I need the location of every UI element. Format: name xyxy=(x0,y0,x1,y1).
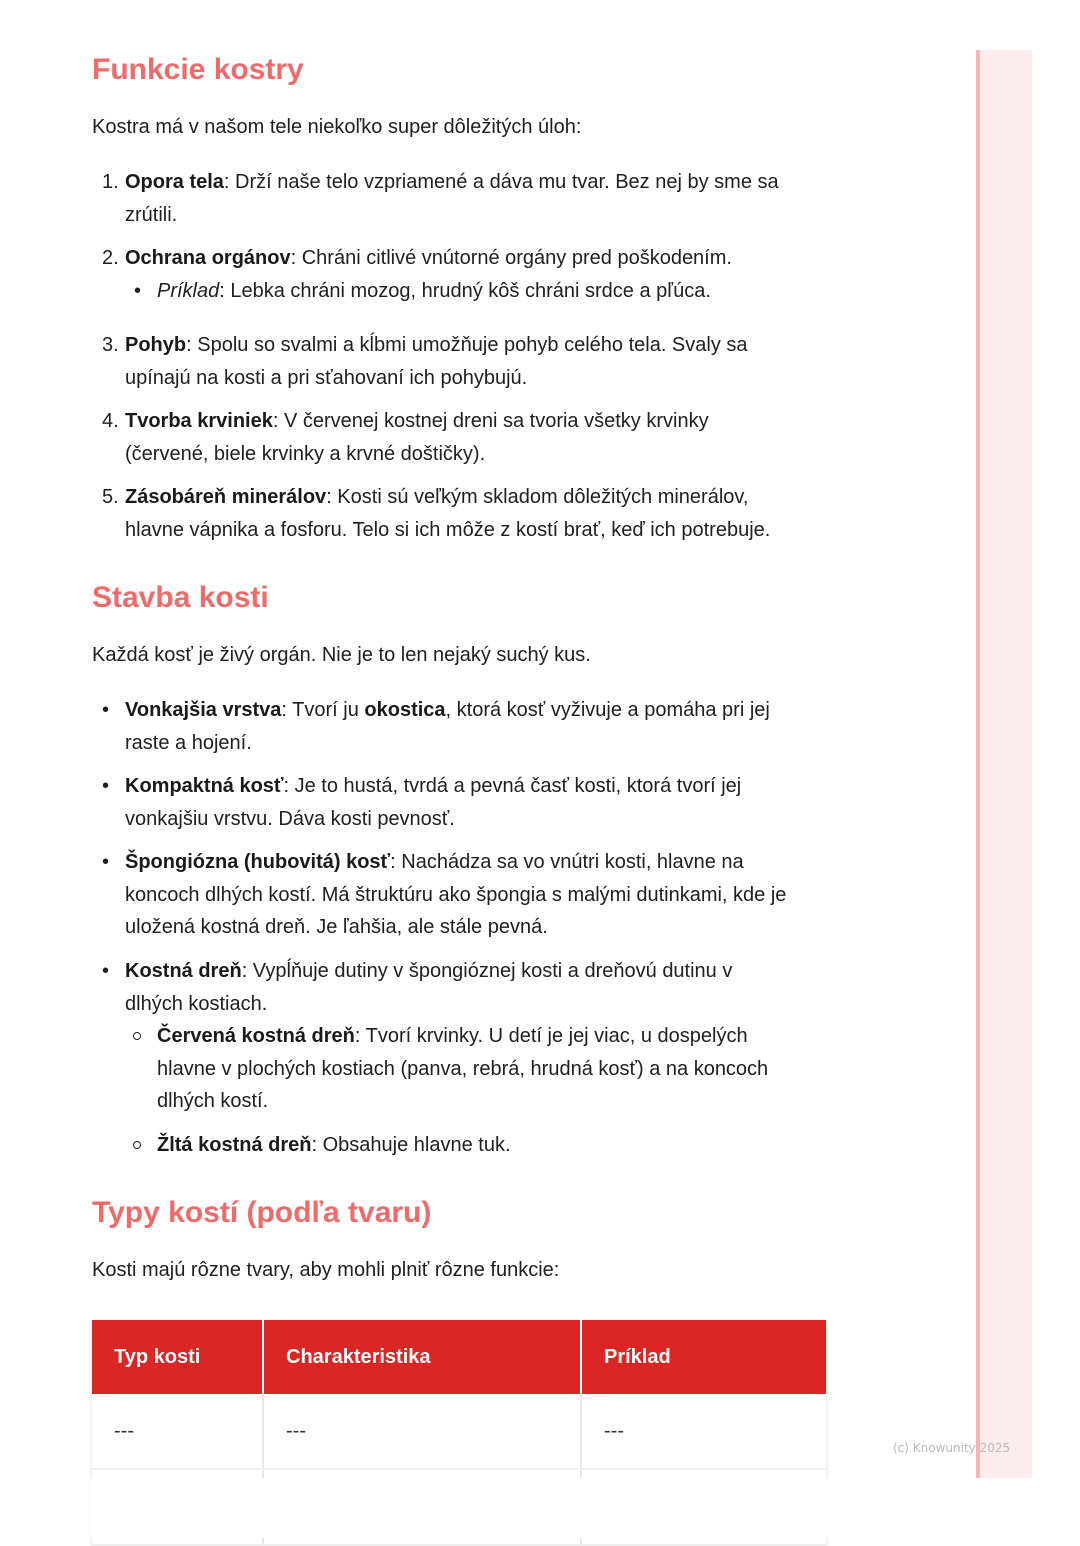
intro-types: Kosti majú rôzne tvary, aby mohli plniť rôzne funkcie: xyxy=(92,1259,560,1281)
item-text: : Vypĺňuje dutiny v špongióznej kosti a dreňovú dutinu v xyxy=(241,960,733,982)
item-text: : V červenej kostnej dreni sa tvoria všetky krvinky xyxy=(272,410,709,432)
item-text: vonkajšiu vrstvu. Dáva kosti pevnosť. xyxy=(125,807,455,830)
list-item xyxy=(92,242,832,275)
item-text: : Tvorí krvinky. U detí je jej viac, u dospelých xyxy=(354,1025,748,1047)
intro-functions: Kostra má v našom tele niekoľko super dôležitých úloh: xyxy=(92,116,582,138)
column-header: Charakteristika xyxy=(263,1320,581,1394)
table-cell: --- xyxy=(581,1394,826,1469)
item-text: : Je to hustá, tvrdá a pevná časť kosti, ktorá tvorí jej xyxy=(283,775,742,797)
heading-types: Typy kostí (podľa tvaru) xyxy=(92,1196,432,1229)
item-text: dlhých kostiach. xyxy=(125,992,268,1015)
heading-structure: Stavba kosti xyxy=(92,581,269,614)
item-text: : Nachádza sa vo vnútri kosti, hlavne na xyxy=(390,851,744,873)
item-text: raste a hojení. xyxy=(125,731,252,754)
item-text: hlavne v plochých kostiach (panva, rebrá, hrudná kosť) a na koncoch xyxy=(157,1057,769,1080)
list-item xyxy=(134,275,834,308)
column-header: Príklad xyxy=(581,1320,826,1394)
item-number: 5. xyxy=(102,486,119,508)
list-item xyxy=(92,481,832,546)
list-item xyxy=(92,770,832,835)
term: Ochrana orgánov xyxy=(125,247,291,269)
item-text: : Chráni citlivé vnútorné orgány pred poškodením. xyxy=(290,247,732,269)
list-item xyxy=(92,846,832,944)
item-text: dlhých kostí. xyxy=(157,1090,269,1112)
circle-bullet-icon xyxy=(133,1032,141,1040)
term: Červená kostná dreň xyxy=(157,1025,355,1047)
table-header-row xyxy=(92,1320,826,1394)
item-number: 4. xyxy=(102,410,119,432)
list-item xyxy=(132,1129,832,1162)
item-text: : Tvorí ju xyxy=(281,699,365,721)
item-text: , ktorá kosť vyživuje a pomáha pri jej xyxy=(445,699,770,721)
item-text: : Spolu so svalmi a kĺbmi umožňuje pohyb celého tela. Svaly sa xyxy=(186,334,748,356)
intro-structure: Každá kosť je živý orgán. Nie je to len nejaký suchý kus. xyxy=(92,644,591,666)
term: Kostná dreň xyxy=(125,960,242,982)
item-number: 1. xyxy=(102,171,119,193)
term: Žltá kostná dreň xyxy=(157,1134,312,1156)
term: Špongiózna (hubovitá) kosť xyxy=(125,851,391,873)
list-item xyxy=(92,694,832,759)
item-number: 2. xyxy=(102,247,119,269)
term: Vonkajšia vrstva xyxy=(125,699,282,721)
bullet-icon: • xyxy=(102,775,110,797)
list-item xyxy=(92,329,832,394)
heading-functions: Funkcie kostry xyxy=(92,53,304,86)
bullet-icon: • xyxy=(102,699,110,721)
item-text: hlavne vápnika a fosforu. Telo si ich môže z kostí brať, keď ich potrebuje. xyxy=(125,518,771,541)
item-text: koncoch dlhých kostí. Má štruktúru ako špongia s malými dutinkami, kde je xyxy=(125,883,787,906)
term: Tvorba krviniek xyxy=(125,410,273,432)
item-text: zrútili. xyxy=(125,203,178,226)
table-row xyxy=(92,1394,826,1469)
margin-stripe xyxy=(976,50,1032,1478)
list-item xyxy=(92,955,832,1020)
term: Zásobáreň minerálov xyxy=(125,486,327,508)
table-cell: --- xyxy=(92,1394,263,1469)
term: Pohyb xyxy=(125,334,187,356)
watermark: (c) Knowunity 2025 xyxy=(893,1441,1011,1455)
item-text: : Obsahuje hlavne tuk. xyxy=(311,1134,511,1156)
column-header: Typ kosti xyxy=(92,1320,263,1394)
item-text: upínajú na kosti a pri sťahovaní ich pohybujú. xyxy=(125,366,528,389)
example-text: : Lebka chráni mozog, hrudný kôš chráni srdce a pľúca. xyxy=(219,280,711,302)
table-cell: --- xyxy=(263,1394,581,1469)
bullet-icon: • xyxy=(134,280,142,302)
bullet-icon: • xyxy=(102,851,110,873)
list-item xyxy=(132,1020,832,1118)
item-text: : Kosti sú veľkým skladom dôležitých minerálov, xyxy=(326,486,749,508)
item-text: (červené, biele krvinky a krvné doštičky). xyxy=(125,442,486,465)
list-item xyxy=(92,405,832,470)
item-number: 3. xyxy=(102,334,119,356)
list-item xyxy=(92,166,832,231)
circle-bullet-icon xyxy=(133,1141,141,1149)
item-text: uložená kostná dreň. Je ľahšia, ale stále pevná. xyxy=(125,916,548,938)
example-label: Príklad xyxy=(157,280,220,302)
term: Opora tela xyxy=(125,171,224,193)
page-bottom-mask xyxy=(90,1478,830,1538)
item-text: : Drží naše telo vzpriamené a dáva mu tvar. Bez nej by sme sa xyxy=(223,171,779,193)
bullet-icon: • xyxy=(102,960,110,982)
term: okostica xyxy=(364,699,446,721)
term: Kompaktná kosť xyxy=(125,775,284,797)
